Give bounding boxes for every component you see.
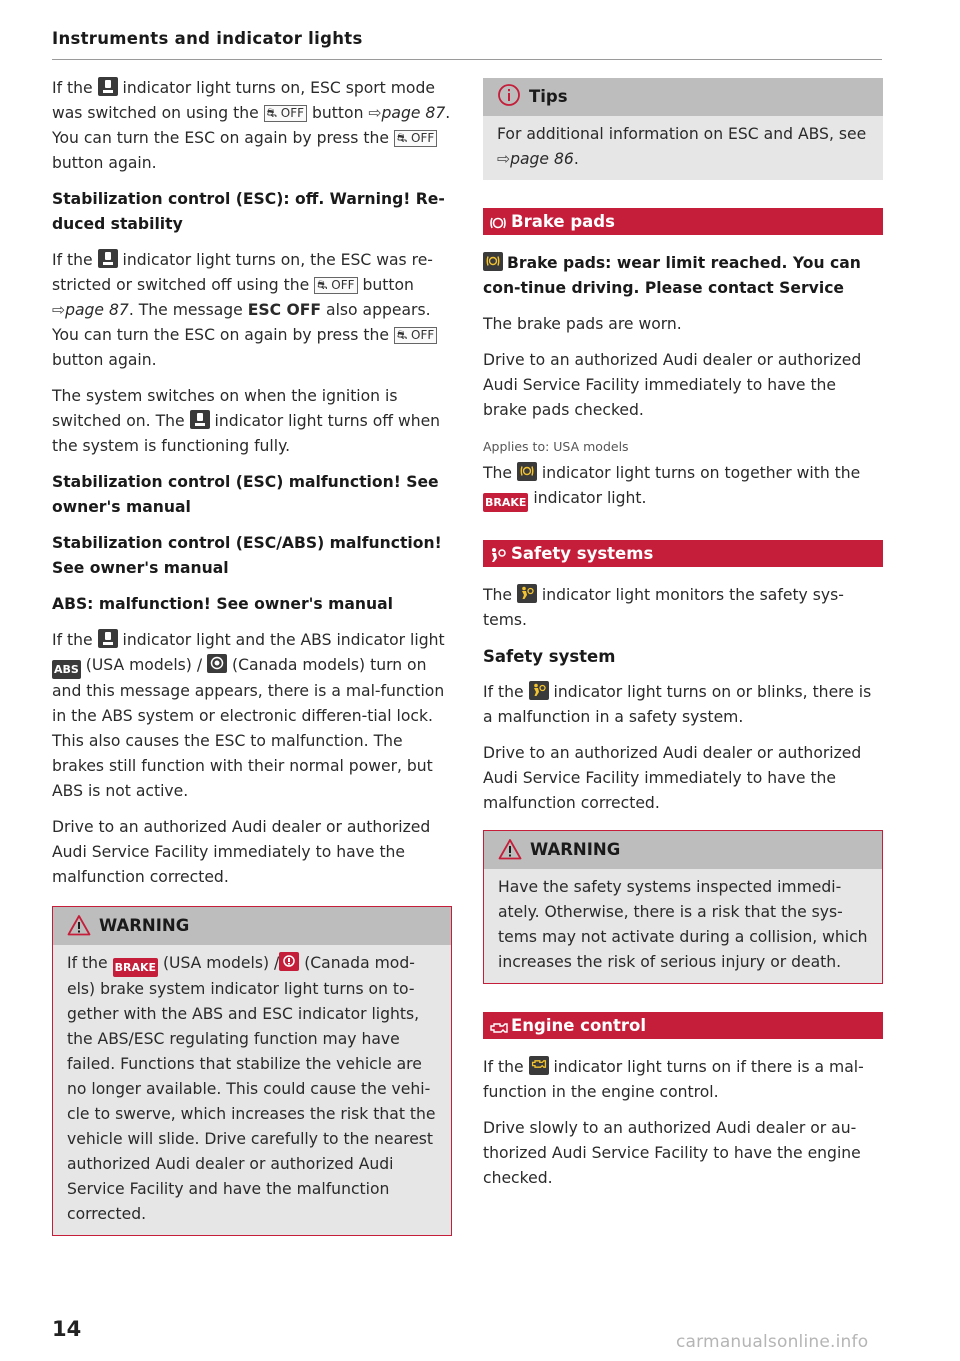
text: If the xyxy=(52,631,98,649)
text: button xyxy=(357,276,414,294)
warning-title: WARNING xyxy=(530,840,621,859)
text: . xyxy=(573,150,579,168)
page-ref-arrow-icon: ⇨ xyxy=(497,150,511,168)
esc-off-button: ⛐ OFF xyxy=(264,105,307,122)
safety-monitor-paragraph xyxy=(483,583,883,633)
text: (USA models) / xyxy=(158,954,280,972)
brake-pads-indicator-icon xyxy=(517,462,537,481)
brake-canada-indicator-icon xyxy=(279,952,299,971)
esc-indicator-icon xyxy=(98,629,118,648)
text: If the xyxy=(483,683,529,701)
text: indicator light turns on together with the xyxy=(536,464,861,482)
drive-dealer-paragraph: Drive to an authorized Audi dealer or authorized Audi Service Facility immediately to have the malfunction corrected. xyxy=(52,818,431,886)
section-brake-pads xyxy=(483,208,883,235)
text: button again. xyxy=(52,154,157,172)
text: The xyxy=(483,586,517,604)
text: indicator light turns on if there is a mal-function in the engine control. xyxy=(483,1058,864,1101)
safety-airbag-icon xyxy=(489,544,511,571)
text: If the xyxy=(67,954,113,972)
esc-indicator-icon xyxy=(190,410,210,429)
safety-malfunction-paragraph xyxy=(483,680,883,730)
text: indicator light and the ABS indicator light xyxy=(117,631,445,649)
text: For additional information on ESC and ABS, see xyxy=(497,125,867,143)
text: indicator light. xyxy=(528,489,647,507)
applies-to-note: Applies to: USA models xyxy=(483,439,629,454)
brake-pads-heading xyxy=(483,251,883,301)
safety-warning-box xyxy=(483,830,883,984)
brake-pads-usa xyxy=(483,461,883,512)
text: indicator light turns off when the system is functioning fully. xyxy=(52,412,441,455)
safety-indicator-icon xyxy=(517,584,537,603)
text: (Canada models) turn on and this message appears, there is a mal-function in the ABS system or electronic differen-tial lock. This also causes the ESC to malfunction. The brakes still function with their normal power, but ABS is not active. xyxy=(52,656,445,800)
warning-header xyxy=(484,831,882,869)
info-icon xyxy=(497,83,521,121)
heading-esc-off: Stabilization control (ESC): off. Warning! Re-duced stability xyxy=(52,190,445,233)
esc-off-indicator-icon xyxy=(98,77,118,96)
text: The xyxy=(483,464,517,482)
text: (USA models) / xyxy=(80,656,208,674)
section-engine-control xyxy=(483,1012,883,1039)
watermark: carmanualsonline.info xyxy=(676,1332,869,1352)
abs-canada-indicator-icon xyxy=(207,654,227,673)
tips-header xyxy=(483,78,883,116)
abs-indicator-icon: ABS xyxy=(52,660,81,679)
text: If the xyxy=(483,1058,529,1076)
esc-off-button: ⛐ OFF xyxy=(394,130,437,147)
heading-esc-abs-malfunction: Stabilization control (ESC/ABS) malfunction! See owner's manual xyxy=(52,534,442,577)
warning-body: Have the safety systems inspected immedi-ately. Otherwise, there is a risk that the sys-tems may not activate during a collision, which increases the risk of serious injury or death. xyxy=(498,878,868,971)
esc-restricted-paragraph xyxy=(52,248,452,373)
warning-header xyxy=(53,907,451,945)
text: button again. xyxy=(52,351,157,369)
engine-malfunction-paragraph xyxy=(483,1055,883,1105)
heading-abs-malfunction: ABS: malfunction! See owner's manual xyxy=(52,595,393,613)
page-reference-link[interactable]: page 87 xyxy=(65,301,129,319)
text: Brake pads: wear limit reached. You can con-tinue driving. Please contact Service xyxy=(483,254,861,297)
engine-icon xyxy=(489,1016,511,1043)
engine-dealer-paragraph: Drive slowly to an authorized Audi dealer or au-thorized Audi Service Facility to have the engine checked. xyxy=(483,1119,861,1187)
warning-triangle-icon xyxy=(67,912,91,950)
section-safety-systems xyxy=(483,540,883,567)
abs-paragraph xyxy=(52,628,452,804)
warning-title: WARNING xyxy=(99,916,190,935)
engine-indicator-icon xyxy=(529,1056,549,1075)
esc-off-button: ⛐ OFF xyxy=(314,277,357,294)
section-title: Brake pads xyxy=(511,212,615,231)
tips-body xyxy=(483,116,883,180)
section-title: Safety systems xyxy=(511,544,654,563)
brake-indicator-icon: BRAKE xyxy=(483,493,528,512)
safety-indicator-icon xyxy=(529,681,549,700)
safety-system-subheading: Safety system xyxy=(483,647,616,666)
brake-pads-icon xyxy=(489,212,511,239)
brake-pads-worn: The brake pads are worn. xyxy=(483,315,682,333)
warning-triangle-icon xyxy=(498,836,522,874)
tips-box xyxy=(483,78,883,180)
page-reference-link[interactable]: page 87 xyxy=(381,104,446,122)
page-number: 14 xyxy=(52,1317,82,1341)
text: also appears. You can turn the ESC on again by press the xyxy=(52,301,431,344)
section-title: Engine control xyxy=(511,1016,647,1035)
right-column xyxy=(483,76,883,1202)
brake-warning-box xyxy=(52,906,452,1236)
warning-body xyxy=(53,945,451,1235)
page-reference-link[interactable]: page 86 xyxy=(510,150,574,168)
text: indicator light turns on, ESC sport mode was switched on using the xyxy=(52,79,435,122)
page-header: Instruments and indicator lights xyxy=(52,26,882,60)
text: If the xyxy=(52,79,98,97)
esc-off-indicator-icon xyxy=(98,249,118,268)
page-ref-arrow-icon: ⇨ xyxy=(52,301,66,319)
text: (Canada mod-els) brake system indicator light turns on to-gether with the ABS and ESC indicator lights, the ABS/ESC regulating function may have failed. Functions that stabilize the vehicle are no longer available. This could cause the vehi-cle to swerve, which increases the risk that the vehicle will slide. Drive carefully to the nearest authorized Audi dealer or authorized Audi Service Facility and have the malfunction corrected. xyxy=(67,954,436,1223)
safety-dealer-paragraph: Drive to an authorized Audi dealer or authorized Audi Service Facility immediately to have the malfunction corrected. xyxy=(483,744,862,812)
text: indicator light turns on, the ESC was re-stricted or switched off using the xyxy=(52,251,433,294)
text: . You can turn the ESC on again by press the xyxy=(52,104,451,147)
text: indicator light monitors the safety sys-tems. xyxy=(483,586,844,629)
text: indicator light turns on or blinks, there is a malfunction in a safety system. xyxy=(483,683,872,726)
esc-off-button: ⛐ OFF xyxy=(394,327,437,344)
text: . The message xyxy=(128,301,248,319)
brake-pads-indicator-icon xyxy=(483,252,503,271)
page-ref-arrow-icon: ⇨ xyxy=(368,104,382,122)
esc-sport-paragraph xyxy=(52,76,452,176)
heading-esc-malfunction: Stabilization control (ESC) malfunction! See owner's manual xyxy=(52,473,439,516)
esc-off-message: ESC OFF xyxy=(247,301,322,319)
text: button xyxy=(307,104,369,122)
brake-pads-dealer: Drive to an authorized Audi dealer or authorized Audi Service Facility immediately to have the brake pads checked. xyxy=(483,351,862,419)
text: The system switches on when the ignition is switched on. The xyxy=(52,387,398,430)
left-column xyxy=(52,76,452,1258)
system-switch-paragraph xyxy=(52,384,452,459)
brake-indicator-icon: BRAKE xyxy=(113,958,158,977)
text: If the xyxy=(52,251,98,269)
tips-title: Tips xyxy=(529,87,568,106)
